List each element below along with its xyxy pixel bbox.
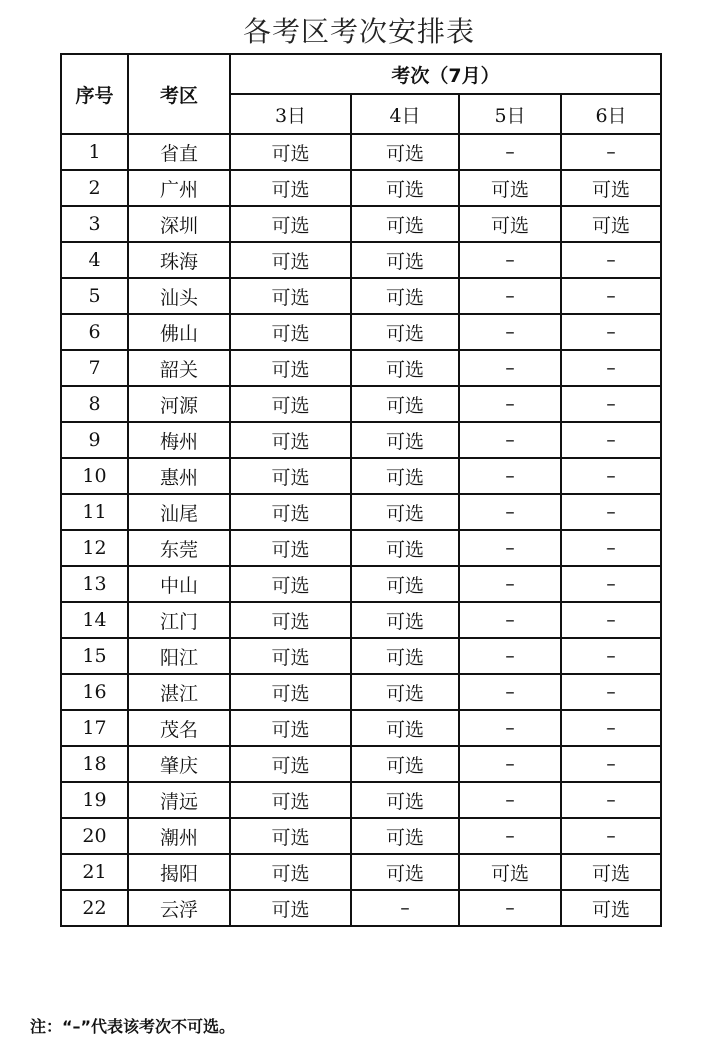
day-4-cell: –: [351, 890, 459, 926]
table-row: [61, 890, 661, 926]
day-3-cell: 可选: [230, 530, 351, 566]
day-5-cell: –: [459, 386, 561, 422]
table-row: [61, 386, 661, 422]
area-cell: 佛山: [128, 314, 230, 350]
day-4-cell: 可选: [351, 242, 459, 278]
area-cell: 潮州: [128, 818, 230, 854]
area-cell: 珠海: [128, 242, 230, 278]
seq-cell: 22: [61, 890, 128, 926]
seq-cell: 6: [61, 314, 128, 350]
day-6-cell: 可选: [561, 206, 661, 242]
table-row: [61, 170, 661, 206]
day-4-cell: 可选: [351, 206, 459, 242]
day-5-cell: 可选: [459, 206, 561, 242]
day-6-cell: –: [561, 818, 661, 854]
day-3-cell: 可选: [230, 314, 351, 350]
day-6-cell: –: [561, 350, 661, 386]
table-row: [61, 458, 661, 494]
table-row: [61, 818, 661, 854]
day-6-cell: –: [561, 782, 661, 818]
area-cell: 惠州: [128, 458, 230, 494]
area-cell: 梅州: [128, 422, 230, 458]
day-3-cell: 可选: [230, 278, 351, 314]
table-row: [61, 530, 661, 566]
day-4-cell: 可选: [351, 314, 459, 350]
day-5-cell: –: [459, 818, 561, 854]
header-day-3: 3日: [230, 94, 351, 134]
area-cell: 湛江: [128, 674, 230, 710]
day-5-cell: –: [459, 350, 561, 386]
day-3-cell: 可选: [230, 746, 351, 782]
table-row: [61, 674, 661, 710]
day-3-cell: 可选: [230, 386, 351, 422]
day-5-cell: –: [459, 458, 561, 494]
day-3-cell: 可选: [230, 674, 351, 710]
table-row: [61, 350, 661, 386]
day-5-cell: –: [459, 782, 561, 818]
area-cell: 云浮: [128, 890, 230, 926]
day-3-cell: 可选: [230, 206, 351, 242]
seq-cell: 7: [61, 350, 128, 386]
day-4-cell: 可选: [351, 134, 459, 170]
seq-cell: 1: [61, 134, 128, 170]
table-row: [61, 206, 661, 242]
area-cell: 深圳: [128, 206, 230, 242]
day-5-cell: –: [459, 674, 561, 710]
table-row: [61, 242, 661, 278]
area-cell: 阳江: [128, 638, 230, 674]
table-row: [61, 638, 661, 674]
table-body: [61, 134, 661, 926]
day-5-cell: –: [459, 278, 561, 314]
day-3-cell: 可选: [230, 350, 351, 386]
header-day-6: 6日: [561, 94, 661, 134]
day-3-cell: 可选: [230, 422, 351, 458]
seq-cell: 19: [61, 782, 128, 818]
day-3-cell: 可选: [230, 134, 351, 170]
area-cell: 汕尾: [128, 494, 230, 530]
day-4-cell: 可选: [351, 350, 459, 386]
day-6-cell: –: [561, 458, 661, 494]
day-6-cell: –: [561, 674, 661, 710]
day-3-cell: 可选: [230, 782, 351, 818]
day-6-cell: 可选: [561, 854, 661, 890]
day-6-cell: –: [561, 530, 661, 566]
day-5-cell: –: [459, 494, 561, 530]
day-5-cell: –: [459, 710, 561, 746]
seq-cell: 8: [61, 386, 128, 422]
schedule-table: [60, 53, 662, 927]
day-6-cell: –: [561, 278, 661, 314]
seq-cell: 12: [61, 530, 128, 566]
area-cell: 广州: [128, 170, 230, 206]
day-6-cell: –: [561, 638, 661, 674]
day-6-cell: 可选: [561, 890, 661, 926]
day-3-cell: 可选: [230, 890, 351, 926]
day-5-cell: –: [459, 530, 561, 566]
area-cell: 东莞: [128, 530, 230, 566]
seq-cell: 13: [61, 566, 128, 602]
day-6-cell: 可选: [561, 170, 661, 206]
day-6-cell: –: [561, 710, 661, 746]
day-3-cell: 可选: [230, 458, 351, 494]
day-4-cell: 可选: [351, 710, 459, 746]
header-session-group: 考次（7月）: [230, 54, 661, 94]
header-day-4: 4日: [351, 94, 459, 134]
area-cell: 肇庆: [128, 746, 230, 782]
day-5-cell: 可选: [459, 854, 561, 890]
table-row: [61, 854, 661, 890]
seq-cell: 11: [61, 494, 128, 530]
day-3-cell: 可选: [230, 170, 351, 206]
day-4-cell: 可选: [351, 674, 459, 710]
day-6-cell: –: [561, 566, 661, 602]
day-6-cell: –: [561, 134, 661, 170]
area-cell: 揭阳: [128, 854, 230, 890]
area-cell: 清远: [128, 782, 230, 818]
table-row: [61, 782, 661, 818]
day-3-cell: 可选: [230, 638, 351, 674]
day-5-cell: –: [459, 602, 561, 638]
table-row: [61, 710, 661, 746]
seq-cell: 9: [61, 422, 128, 458]
table-row: [61, 314, 661, 350]
area-cell: 江门: [128, 602, 230, 638]
header-row: [61, 54, 661, 94]
day-4-cell: 可选: [351, 854, 459, 890]
day-4-cell: 可选: [351, 530, 459, 566]
day-4-cell: 可选: [351, 818, 459, 854]
day-4-cell: 可选: [351, 602, 459, 638]
day-3-cell: 可选: [230, 602, 351, 638]
table-row: [61, 602, 661, 638]
seq-cell: 14: [61, 602, 128, 638]
day-3-cell: 可选: [230, 494, 351, 530]
area-cell: 茂名: [128, 710, 230, 746]
header-seq: 序号: [61, 54, 128, 134]
day-6-cell: –: [561, 314, 661, 350]
day-6-cell: –: [561, 746, 661, 782]
day-6-cell: –: [561, 386, 661, 422]
seq-cell: 17: [61, 710, 128, 746]
area-cell: 中山: [128, 566, 230, 602]
day-4-cell: 可选: [351, 494, 459, 530]
day-5-cell: –: [459, 422, 561, 458]
day-4-cell: 可选: [351, 638, 459, 674]
table-row: [61, 422, 661, 458]
seq-cell: 20: [61, 818, 128, 854]
day-4-cell: 可选: [351, 170, 459, 206]
day-4-cell: 可选: [351, 782, 459, 818]
area-cell: 韶关: [128, 350, 230, 386]
day-4-cell: 可选: [351, 458, 459, 494]
day-4-cell: 可选: [351, 278, 459, 314]
header-day-5: 5日: [459, 94, 561, 134]
day-3-cell: 可选: [230, 242, 351, 278]
day-3-cell: 可选: [230, 854, 351, 890]
day-6-cell: –: [561, 242, 661, 278]
day-4-cell: 可选: [351, 746, 459, 782]
day-5-cell: –: [459, 638, 561, 674]
day-6-cell: –: [561, 602, 661, 638]
day-6-cell: –: [561, 494, 661, 530]
day-4-cell: 可选: [351, 422, 459, 458]
day-3-cell: 可选: [230, 710, 351, 746]
day-6-cell: –: [561, 422, 661, 458]
table-row: [61, 278, 661, 314]
seq-cell: 15: [61, 638, 128, 674]
seq-cell: 3: [61, 206, 128, 242]
footnote: 注：“–”代表该考次不可选。: [30, 1017, 236, 1036]
day-3-cell: 可选: [230, 566, 351, 602]
day-3-cell: 可选: [230, 818, 351, 854]
day-5-cell: 可选: [459, 170, 561, 206]
day-4-cell: 可选: [351, 566, 459, 602]
seq-cell: 2: [61, 170, 128, 206]
table-row: [61, 746, 661, 782]
day-5-cell: –: [459, 566, 561, 602]
table-row: [61, 494, 661, 530]
seq-cell: 21: [61, 854, 128, 890]
day-5-cell: –: [459, 746, 561, 782]
seq-cell: 10: [61, 458, 128, 494]
seq-cell: 4: [61, 242, 128, 278]
seq-cell: 18: [61, 746, 128, 782]
table-row: [61, 566, 661, 602]
day-4-cell: 可选: [351, 386, 459, 422]
area-cell: 汕头: [128, 278, 230, 314]
area-cell: 河源: [128, 386, 230, 422]
day-5-cell: –: [459, 314, 561, 350]
table-row: [61, 134, 661, 170]
day-5-cell: –: [459, 242, 561, 278]
day-5-cell: –: [459, 134, 561, 170]
seq-cell: 16: [61, 674, 128, 710]
area-cell: 省直: [128, 134, 230, 170]
header-area: 考区: [128, 54, 230, 134]
seq-cell: 5: [61, 278, 128, 314]
day-5-cell: –: [459, 890, 561, 926]
page-title: 各考区考次安排表: [242, 15, 475, 48]
